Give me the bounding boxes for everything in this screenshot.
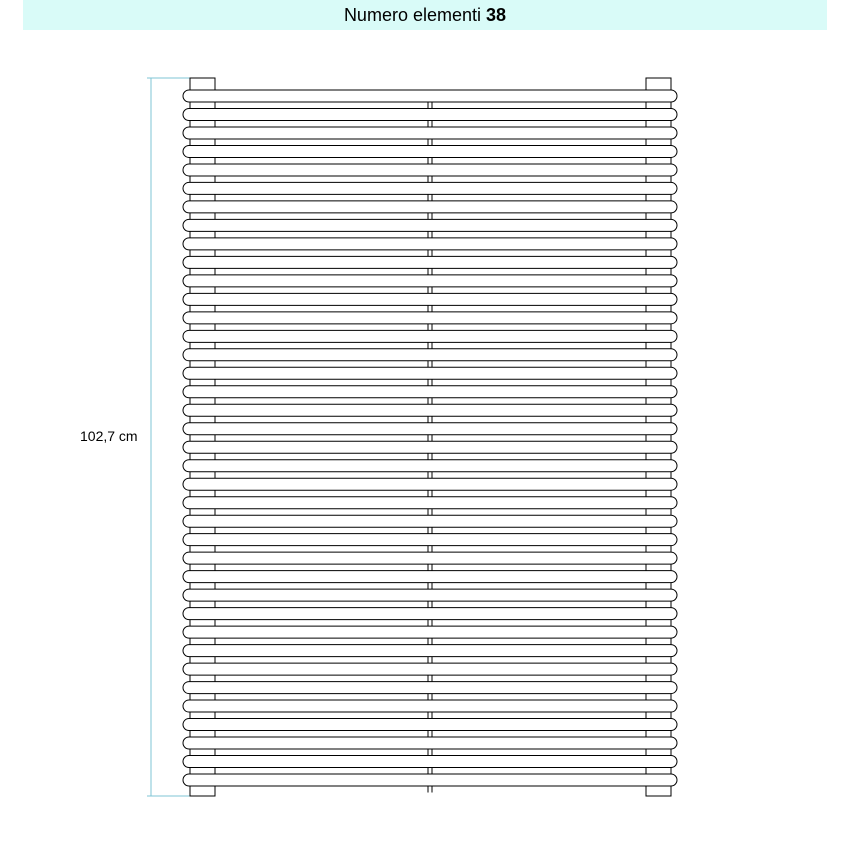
- radiator-tube: [183, 534, 677, 546]
- radiator-tube: [183, 349, 677, 361]
- radiator-tube: [183, 645, 677, 657]
- radiator-tube: [183, 571, 677, 583]
- radiator-tube: [183, 756, 677, 768]
- radiator-tube: [183, 700, 677, 712]
- radiator-tube: [183, 293, 677, 305]
- radiator-tube: [183, 719, 677, 731]
- radiator-tube: [183, 108, 677, 120]
- radiator-tube: [183, 275, 677, 287]
- radiator-tube: [183, 663, 677, 675]
- radiator-tube: [183, 182, 677, 194]
- element-count-label: Numero elementi: [343, 5, 481, 25]
- radiator-tube: [183, 386, 677, 398]
- radiator-tube: [183, 608, 677, 620]
- radiator-tube: [183, 774, 677, 786]
- radiator-tube: [183, 737, 677, 749]
- radiator-tube: [183, 460, 677, 472]
- radiator-tube: [183, 423, 677, 435]
- radiator-tube: [183, 515, 677, 527]
- radiator-tube: [183, 478, 677, 490]
- radiator-tube: [183, 330, 677, 342]
- radiator-tube: [183, 626, 677, 638]
- radiator-tubes: [183, 90, 677, 792]
- radiator-tube: [183, 367, 677, 379]
- radiator-tube: [183, 201, 677, 213]
- element-count-value: 38: [486, 5, 507, 25]
- radiator-tube: [183, 164, 677, 176]
- radiator-tube: [183, 238, 677, 250]
- radiator-tube: [183, 589, 677, 601]
- radiator-tube: [183, 127, 677, 139]
- radiator-tube: [183, 145, 677, 157]
- radiator-tube: [183, 219, 677, 231]
- radiator-tube: [183, 441, 677, 453]
- radiator-tube: [183, 497, 677, 509]
- radiator-tube: [183, 552, 677, 564]
- height-dimension-label: 102,7 cm: [80, 428, 138, 444]
- radiator-tube: [183, 312, 677, 324]
- radiator-tube: [183, 256, 677, 268]
- radiator-tube: [183, 90, 677, 102]
- radiator-tube: [183, 404, 677, 416]
- radiator-tube: [183, 682, 677, 694]
